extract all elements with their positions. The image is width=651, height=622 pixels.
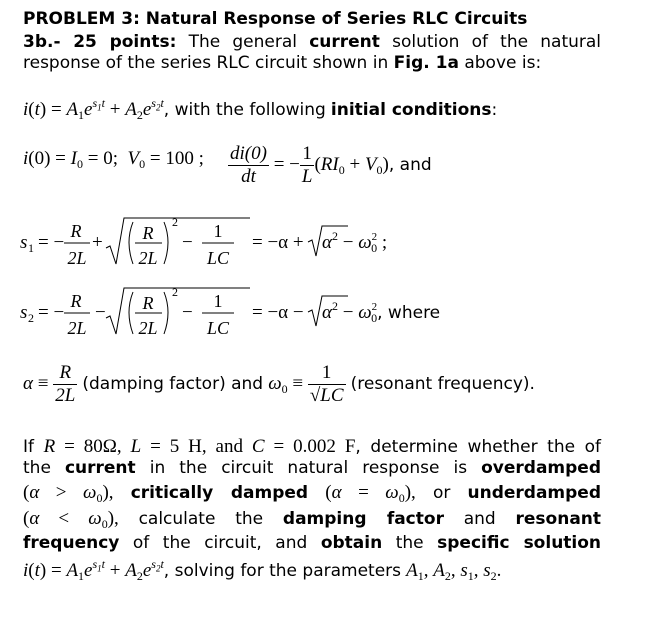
svg-text:−: − (95, 302, 106, 323)
svg-text:LC: LC (206, 248, 230, 268)
svg-text:= −: = − (38, 302, 65, 323)
svg-text:= −α +: = −α + (252, 232, 304, 253)
svg-text:2: 2 (172, 285, 178, 299)
i0-value: 0 (103, 148, 113, 169)
figure-reference: Fig. 1a (393, 53, 459, 73)
svg-text:2L: 2L (138, 248, 158, 268)
svg-text:R: R (70, 221, 82, 241)
general-solution-line: $i(t) = A_1e^{s_1t} + A_2e^{s_2t}$, with the following initial conditions: (23, 96, 498, 122)
question-line-3: $(\alpha > \omega_0)$, critically damped $(\alpha = \omega_0)$, or underdamped (23, 482, 602, 505)
s1-equation-tail: $\alpha^2 - \omega^2_0$ ; (322, 229, 388, 255)
svg-text:s: s (20, 302, 28, 323)
intro-line-2: response of the series RLC circuit shown in Fig. 1a above is: (23, 53, 542, 73)
points-label: 3b.- 25 points: (23, 32, 177, 52)
question-line-2: the current in the circuit natural response is overdamped (23, 458, 602, 478)
question-line-5: frequency of the circuit, and obtain the specific solution (23, 533, 602, 553)
problem-title: PROBLEM 3: Natural Response of Series RLC Circuits (23, 9, 528, 29)
initial-conditions-line: $i(0) = I_0 = 0$; $V_0 = 100$ ; (23, 148, 204, 171)
alpha-definition: α ≡ $\frac{R}{2L}$ (damping factor) and $\omega_0$ ≡ $\frac{1}{√LC}$ (resonant frequency). (23, 362, 535, 406)
svg-text:+: + (92, 232, 103, 253)
svg-text:2L: 2L (67, 248, 87, 268)
svg-text:R: R (142, 293, 154, 313)
question-line-4: $(\alpha < \omega_0)$, calculate the damping factor and resonant (23, 508, 602, 531)
svg-text:2L: 2L (138, 318, 158, 338)
question-line-1: If R = 80Ω, L = 5 H, and C = 0.002 F, determine whether the of (23, 436, 602, 457)
svg-text:1: 1 (28, 241, 34, 255)
svg-text:LC: LC (206, 318, 230, 338)
svg-text:2: 2 (28, 311, 34, 325)
intro-line-1: 3b.- 25 points: The general current solution of the natural (23, 32, 602, 52)
svg-text:R: R (142, 223, 154, 243)
svg-text:2: 2 (172, 215, 178, 229)
svg-text:1: 1 (213, 221, 223, 241)
s2-equation-tail: $\alpha^2 - \omega^2_0$, where (322, 299, 441, 325)
s2-equation (20, 282, 350, 342)
l-value: 5 (169, 436, 180, 457)
svg-text:2L: 2L (67, 318, 87, 338)
general-solution-equation: i (23, 99, 29, 120)
svg-text:= −: = − (38, 232, 65, 253)
svg-text:R: R (70, 291, 82, 311)
svg-text:= −α −: = −α − (252, 302, 304, 323)
s1-equation (20, 212, 350, 272)
svg-text:−: − (182, 232, 193, 253)
svg-text:1: 1 (213, 291, 223, 311)
svg-text:s: s (20, 232, 28, 253)
c-value: 0.002 (293, 436, 336, 457)
r-value: 80 (83, 436, 103, 457)
svg-text:−: − (182, 302, 193, 323)
question-line-6: $i(t) = A_1e^{s_1t} + A_2e^{s_2t}$, solving for the parameters $A_1$, $A_2$, $s_1$, $s_2$. (23, 557, 502, 583)
derivative-initial-condition: $\frac{di(0)}{dt}$ = − $\frac{1}{L}$ $(RI_0 + V_0)$, and (230, 143, 432, 187)
v0-value: 100 (165, 148, 194, 169)
